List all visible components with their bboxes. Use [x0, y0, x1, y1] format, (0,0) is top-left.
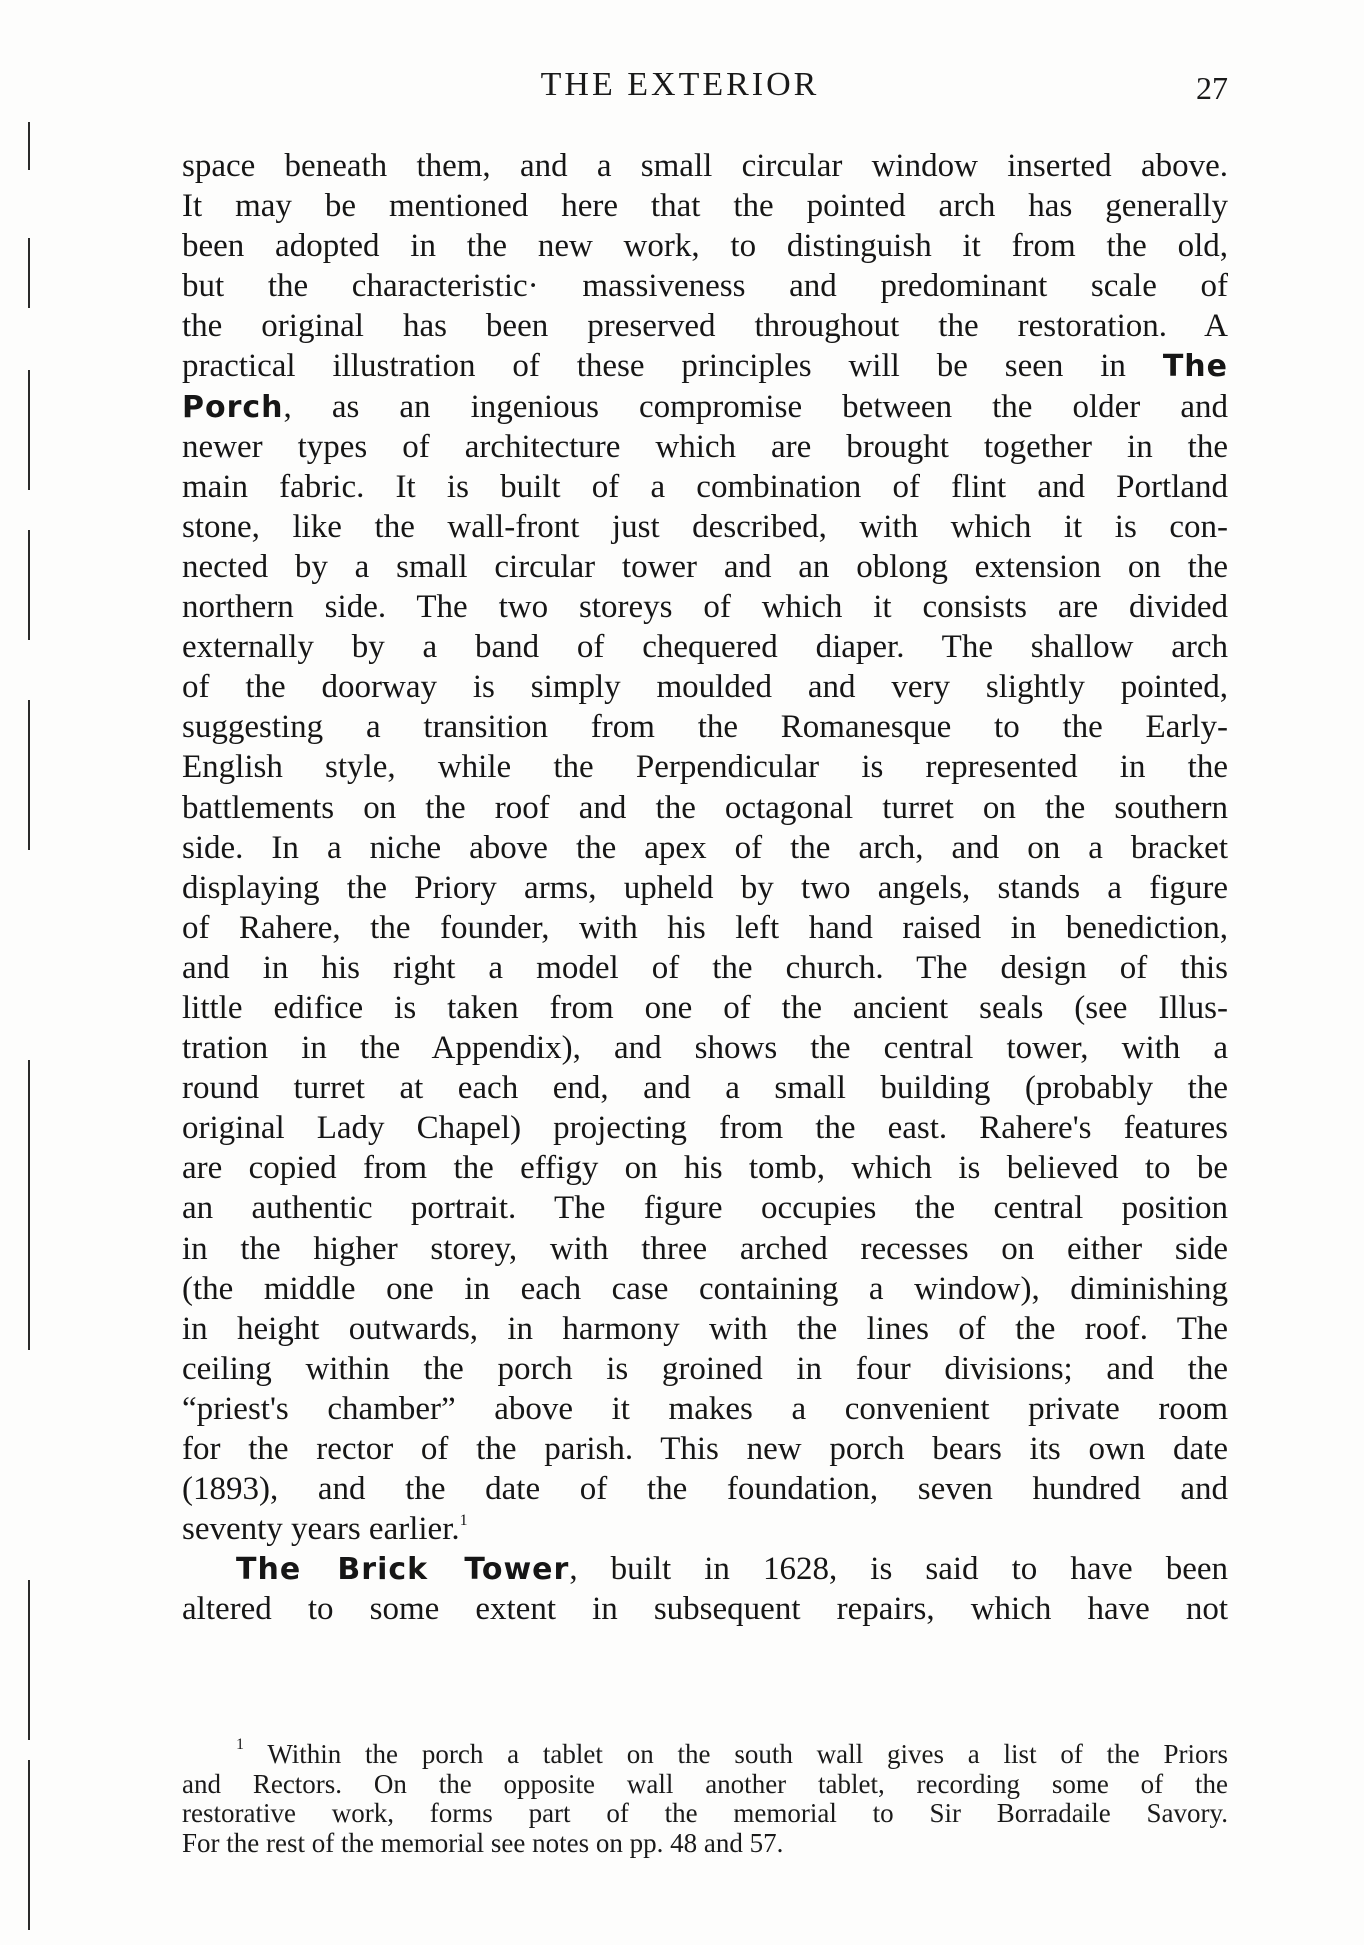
- body-text: [182, 146, 1228, 1629]
- text-run: , built in 1628, is said to have been: [569, 1551, 1228, 1588]
- binding-edge-mark: [28, 1760, 30, 1930]
- text-line: (1893), and the date of the foundation, seven hundred and: [182, 1471, 1228, 1508]
- text-line: space beneath them, and a small circular window inserted above.: [182, 148, 1228, 184]
- footnote-line: restorative work, forms part of the memorial to Sir Borradaile Savory.: [182, 1798, 1228, 1828]
- text-line: and in his right a model of the church. The design of this: [182, 949, 1228, 986]
- text-line: [182, 1509, 1228, 1549]
- binding-edge-mark: [28, 530, 30, 640]
- binding-edge-mark: [28, 1580, 30, 1740]
- binding-edge-mark: [28, 370, 30, 490]
- text-line: [182, 387, 1228, 427]
- text-line: [182, 346, 1228, 386]
- text-line: original Lady Chapel) projecting from the east. Rahere's features: [182, 1110, 1228, 1147]
- text-line: suggesting a transition from the Romanesque to the Early-: [182, 709, 1228, 746]
- section-heading-porch-part: The: [1162, 349, 1229, 385]
- binding-edge-mark: [28, 700, 30, 850]
- text-line: altered to some extent in subsequent repairs, which have not: [182, 1591, 1228, 1628]
- text-line: nected by a small circular tower and an oblong extension on the: [182, 548, 1228, 585]
- footnote: [182, 1736, 1228, 1858]
- text-line: [182, 1549, 1228, 1589]
- text-line: newer types of architecture which are brought together in the: [182, 428, 1228, 465]
- text-line: for the rector of the parish. This new porch bears its own date: [182, 1431, 1228, 1467]
- binding-edge-mark: [28, 1060, 30, 1350]
- page-number: 27: [1196, 70, 1228, 106]
- text-line: (the middle one in each case containing a window), diminishing: [182, 1270, 1228, 1307]
- text-line: stone, like the wall-front just described, with which it is con-: [182, 508, 1228, 545]
- text-line: of Rahere, the founder, with his left hand raised in benediction,: [182, 909, 1228, 946]
- text-line: ceiling within the porch is groined in four divisions; and the: [182, 1350, 1228, 1387]
- text-line: It may be mentioned here that the pointed arch has generally: [182, 188, 1228, 225]
- text-line: the original has been preserved throughout the restoration. A: [182, 308, 1228, 345]
- footnote-line: [182, 1736, 1228, 1770]
- text-line: are copied from the effigy on his tomb, which is believed to be: [182, 1150, 1228, 1187]
- text-run: , as an ingenious compromise between the older and: [283, 388, 1228, 425]
- text-line: but the characteristic· massiveness and predominant scale of: [182, 268, 1228, 305]
- text-run: seventy years earlier.: [182, 1511, 460, 1548]
- footnote-line: For the rest of the memorial see notes on pp. 48 and 57.: [182, 1827, 784, 1858]
- footnote-reference: 1: [459, 1512, 468, 1530]
- text-line: in the higher storey, with three arched recesses on either side: [182, 1230, 1228, 1267]
- section-heading-brick-tower: The Brick Tower: [236, 1552, 570, 1588]
- text-run: Within the porch a tablet on the south wall gives a list of the Priors: [267, 1739, 1228, 1769]
- text-line: an authentic portrait. The figure occupies the central position: [182, 1190, 1228, 1227]
- text-line: English style, while the Perpendicular is represented in the: [182, 749, 1228, 786]
- text-line: tration in the Appendix), and shows the central tower, with a: [182, 1030, 1228, 1067]
- text-line: side. In a niche above the apex of the arch, and on a bracket: [182, 829, 1228, 866]
- text-line: “priest's chamber” above it makes a convenient private room: [182, 1390, 1228, 1427]
- footnote-marker: 1: [236, 1736, 244, 1753]
- binding-edge-mark: [28, 122, 30, 170]
- text-line: battlements on the roof and the octagonal turret on the southern: [182, 789, 1228, 826]
- running-title: THE EXTERIOR: [540, 66, 820, 103]
- binding-edge-mark: [28, 238, 30, 308]
- text-line: been adopted in the new work, to distinguish it from the old,: [182, 228, 1228, 265]
- text-line: little edifice is taken from one of the ancient seals (see Illus-: [182, 989, 1228, 1026]
- text-line: main fabric. It is built of a combination of flint and Portland: [182, 468, 1228, 505]
- text-line: externally by a band of chequered diaper. The shallow arch: [182, 629, 1228, 666]
- text-line: round turret at each end, and a small building (probably the: [182, 1070, 1228, 1107]
- section-heading-porch-part: Porch: [182, 389, 284, 425]
- text-line: of the doorway is simply moulded and very slightly pointed,: [182, 669, 1228, 706]
- text-run: practical illustration of these principles will be seen in: [182, 348, 1126, 385]
- text-line: northern side. The two storeys of which it consists are divided: [182, 589, 1228, 626]
- footnote-line: and Rectors. On the opposite wall another tablet, recording some of the: [182, 1768, 1228, 1799]
- text-line: displaying the Priory arms, upheld by two angels, stands a figure: [182, 869, 1228, 906]
- text-line: in height outwards, in harmony with the lines of the roof. The: [182, 1310, 1228, 1347]
